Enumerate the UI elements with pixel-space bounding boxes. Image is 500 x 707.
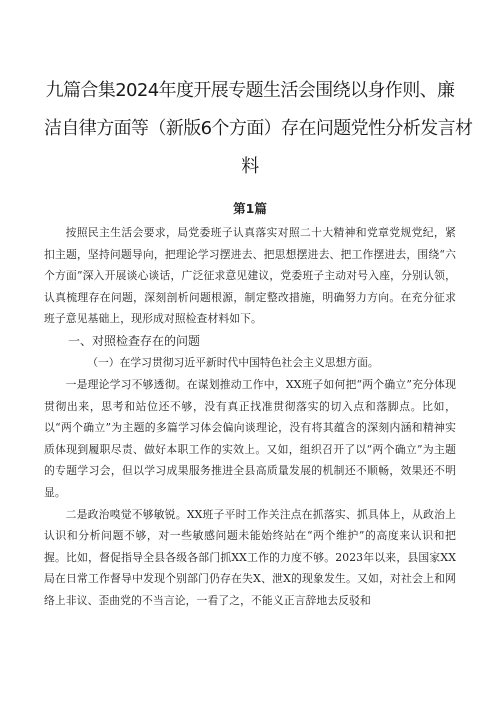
title-line-3: 料 xyxy=(241,156,259,177)
document-title xyxy=(44,72,473,186)
section-heading: 一、对照检查存在的问题 xyxy=(68,333,201,348)
body-paragraph-1: 一是理论学习不够透彻。在谋划推动工作中，XX班子如何把“两个确立”充分体现贯彻出来，思考和站位还不够，没有真正找准贯彻落实的切入点和落脚点。比如，以“两个确立”为主题的多篇学习体会偏向谈理论，没有将其蕴含的深刻内涵和精神实质体现到履职尽责、做好本职工作的实效上。又如，组织召开了以“两个确立”为主题的专题学习会，但以学习成果服务推进全县高质量发展的机制还不顺畅，效果还不明显。 xyxy=(44,377,456,499)
subsection-heading: （一）在学习贯彻习近平新时代中国特色社会主义思想方面。 xyxy=(87,355,379,369)
chapter-heading: 第1篇 xyxy=(233,201,267,216)
title-line-1: 九篇合集2024年度开展专题生活会围绕以身作则、廉 xyxy=(45,80,455,101)
title-line-2: 洁自律方面等（新版6个方面）存在问题党性分析发言材 xyxy=(44,118,473,139)
intro-paragraph: 按照民主生活会要求，局党委班子认真落实对照二十大精神和党章党规党纪，紧扣主题，坚持问题导向，把理论学习摆进去、把思想摆进去、把工作摆进去，围绕“六个方面”深入开展谈心谈话，广泛征求意见建议，党委班子主动对号入座，分别认领，认真梳理存在问题，深刻剖析问题根源，制定整改措施，明确努力方向。在充分征求班子意见基础上，现形成对照检查材料如下。 xyxy=(44,226,456,326)
body-paragraph-2: 二是政治嗅觉不够敏锐。XX班子平时工作关注点在抓落实、抓具体上，从政治上认识和分析问题不够，对一些敏感问题未能始终站在“两个维护”的高度来认识和把握。比如，督促指导全县各级各部门抓XX工作的力度不够。2023年以来，县国家XX局在日常工作督导中发现个别部门仍存在失X、泄X的现象发生。又如，对社会上和网络上非议、歪曲党的不当言论，一看了之，不能义正言辞地去反驳和 xyxy=(44,507,456,607)
